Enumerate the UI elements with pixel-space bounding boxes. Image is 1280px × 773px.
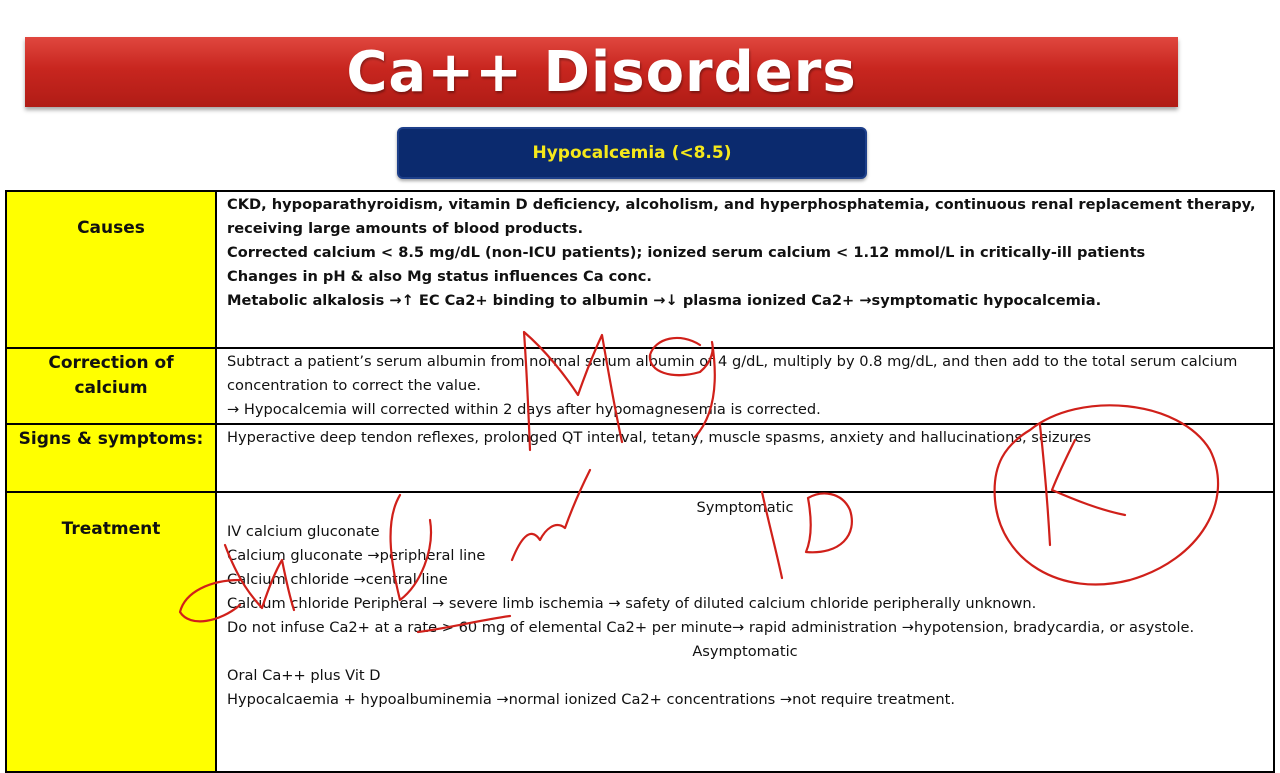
treatment-line: Do not infuse Ca2+ at a rate > 60 mg of elemental Ca2+ per minute→ rapid administration →hypotension, bradycardia, or asystole. <box>227 619 1195 636</box>
correction-content <box>216 348 1274 424</box>
subtitle-box <box>397 127 867 179</box>
treatment-line: Hypocalcaemia + hypoalbuminemia →normal ionized Ca2+ concentrations →not require treatment. <box>227 691 955 708</box>
signs-line: Hyperactive deep tendon reflexes, prolonged QT interval, tetany, muscle spasms, anxiety and hallucinations, seizures <box>227 429 1092 446</box>
table-row-treatment <box>6 492 1274 772</box>
hypocalcemia-table <box>5 190 1275 773</box>
treatment-line: Oral Ca++ plus Vit D <box>227 667 381 684</box>
causes-content <box>216 191 1274 348</box>
asymptomatic-heading: Asymptomatic <box>692 643 798 660</box>
subtitle-text: Hypocalcemia (<8.5) <box>532 143 732 163</box>
table-row-causes <box>6 191 1274 348</box>
treatment-line: Calcium gluconate →peripheral line <box>227 547 486 564</box>
correction-line: → Hypocalcemia will corrected within 2 days after hypomagnesemia is corrected. <box>227 401 821 418</box>
treatment-line: Calcium chloride →central line <box>227 571 448 588</box>
causes-line: Changes in pH & also Mg status influences Ca conc. <box>227 268 652 285</box>
correction-line: Subtract a patient’s serum albumin from normal serum albumin of 4 g/dL, multiply by 0.8 mg/dL, and then add to the total serum calcium concentration to correct the value. <box>227 353 1238 394</box>
row-label-treatment: Treatment <box>6 492 216 772</box>
title-banner <box>25 37 1178 107</box>
row-label-correction: Correction of calcium <box>6 348 216 424</box>
causes-line: Metabolic alkalosis →↑ EC Ca2+ binding to albumin →↓ plasma ionized Ca2+ →symptomatic hypocalcemia. <box>227 292 1102 309</box>
row-label-causes: Causes <box>6 191 216 348</box>
signs-content <box>216 424 1274 492</box>
table-row-signs <box>6 424 1274 492</box>
causes-line: Corrected calcium < 8.5 mg/dL (non-ICU patients); ionized serum calcium < 1.12 mmol/L in critically-ill patients <box>227 244 1146 261</box>
treatment-content <box>216 492 1274 772</box>
treatment-line: Calcium chloride Peripheral → severe limb ischemia → safety of diluted calcium chloride peripherally unknown. <box>227 595 1037 612</box>
row-label-signs: Signs & symptoms: <box>6 424 216 492</box>
treatment-line: IV calcium gluconate <box>227 523 380 540</box>
table-row-correction <box>6 348 1274 424</box>
causes-line: CKD, hypoparathyroidism, vitamin D deficiency, alcoholism, and hyperphosphatemia, continuous renal replacement therapy, receiving large amounts of blood products. <box>227 196 1256 237</box>
symptomatic-heading: Symptomatic <box>696 499 794 516</box>
page-title: Ca++ Disorders <box>346 39 857 105</box>
